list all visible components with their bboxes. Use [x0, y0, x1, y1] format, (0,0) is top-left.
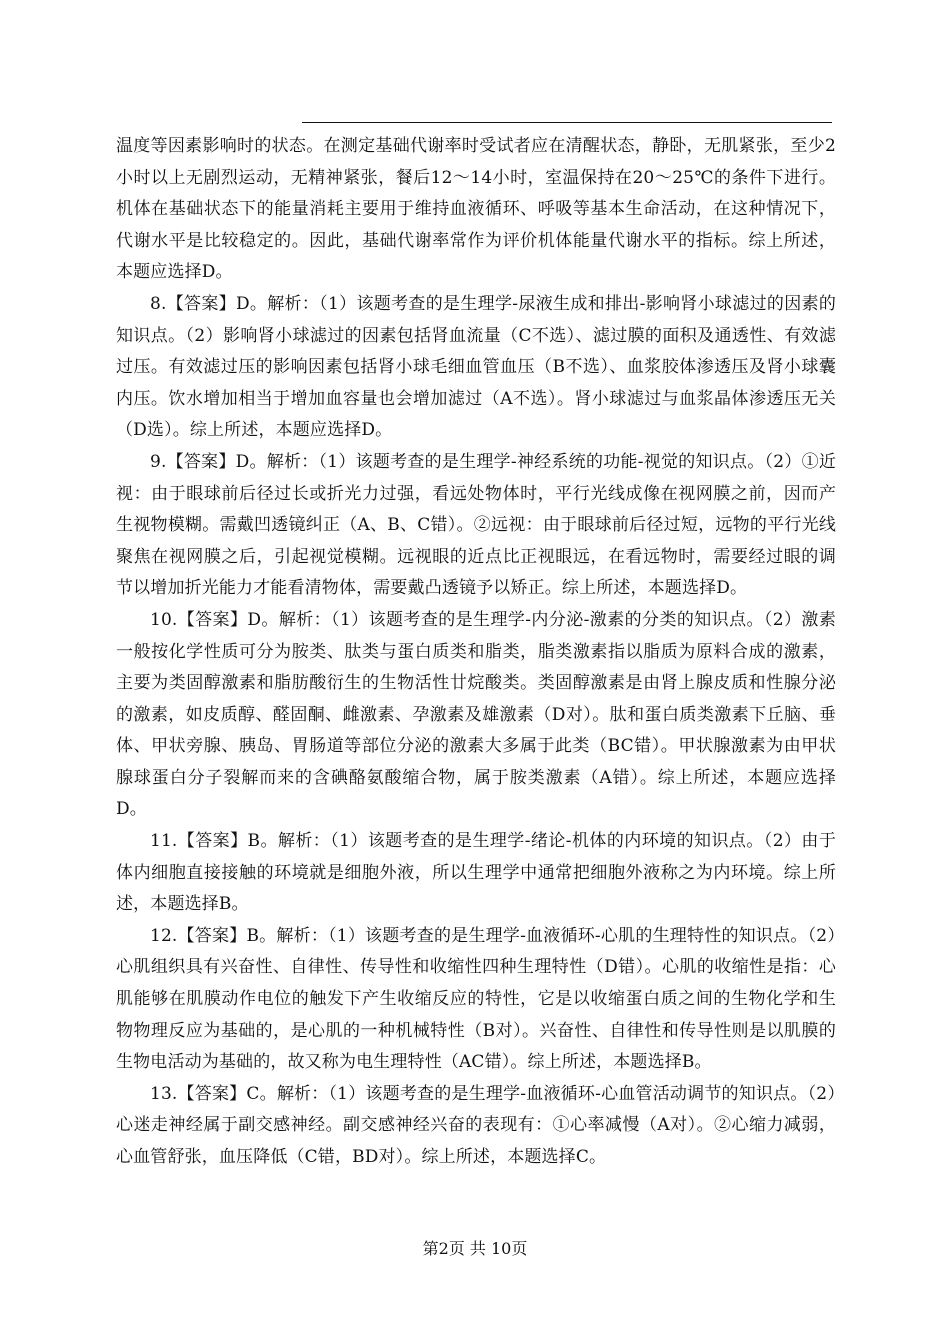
answer-11-paragraph: 11.【答案】B。解析：（1）该题考查的是生理学-绪论-机体的内环境的知识点。（2）由于体内细胞直接接触的环境就是细胞外液，所以生理学中通常把细胞外液称之为内环境。综上所述，本题选择B。	[116, 831, 836, 915]
answer-13-paragraph: 13.【答案】C。解析：（1）该题考查的是生理学-血液循环-心血管活动调节的知识点。（2）心迷走神经属于副交感神经。副交感神经兴奋的表现有：①心率减慢（A对）。②心缩力减弱，心血管舒张，血压降低（C错，BD对）。综上所述，本题选择C。	[116, 1083, 836, 1167]
answer-10-paragraph: 10.【答案】D。解析：（1）该题考查的是生理学-内分泌-激素的分类的知识点。（2）激素一般按化学性质可分为胺类、肽类与蛋白质类和脂类，脂类激素指以脂质为原料合成的激素，主要为类固醇激素和脂肪酸衍生的生物活性廿烷酸类。类固醇激素是由肾上腺皮质和性腺分泌的激素，如皮质醇、醛固酮、雌激素、孕激素及雄激素（D对）。肽和蛋白质类激素下丘脑、垂体、甲状旁腺、胰岛、胃肠道等部位分泌的激素大多属于此类（BC错）。甲状腺激素为由甲状腺球蛋白分子裂解而来的含碘酪氨酸缩合物，属于胺类激素（A错）。综上所述，本题应选择D。	[116, 609, 836, 820]
answer-12-paragraph: 12.【答案】B。解析：（1）该题考查的是生理学-血液循环-心肌的生理特性的知识点。（2）心肌组织具有兴奋性、自律性、传导性和收缩性四种生理特性（D错）。心肌的收缩性是指：心肌能够在肌膜动作电位的触发下产生收缩反应的特性，它是以收缩蛋白质之间的生物化学和生物物理反应为基础的，是心肌的一种机械特性（B对）。兴奋性、自律性和传导性则是以肌膜的生物电活动为基础的，故又称为电生理特性（AC错）。综上所述，本题选择B。	[116, 925, 836, 1073]
document-body	[116, 131, 836, 1174]
paragraph-continuation-basal-metabolism: 温度等因素影响时的状态。在测定基础代谢率时受试者应在清醒状态，静卧，无肌紧张，至少2小时以上无剧烈运动，无精神紧张，餐后12～14小时，室温保持在20～25℃的条件下进行。机体在基础状态下的能量消耗主要用于维持血液循环、呼吸等基本生命活动，在这种情况下，代谢水平是比较稳定的。因此，基础代谢率常作为评价机体能量代谢水平的指标。综上所述，本题应选择D。	[116, 136, 836, 283]
answer-9-paragraph: 9.【答案】D。解析：（1）该题考查的是生理学-神经系统的功能-视觉的知识点。（2）①近视：由于眼球前后径过长或折光力过强，看远处物体时，平行光线成像在视网膜之前，因而产生视物模糊。需戴凹透镜纠正（A、B、C错）。②远视：由于眼球前后径过短，远物的平行光线聚焦在视网膜之后，引起视觉模糊。远视眼的近点比正视眼远，在看远物时，需要经过眼的调节以增加折光能力才能看清物体，需要戴凸透镜予以矫正。综上所述，本题选择D。	[116, 451, 836, 599]
header-rule	[302, 122, 832, 123]
answer-8-paragraph: 8.【答案】D。解析：（1）该题考查的是生理学-尿液生成和排出-影响肾小球滤过的因素的知识点。（2）影响肾小球滤过的因素包括肾血流量（C不选）、滤过膜的面积及通透性、有效滤过压。有效滤过压的影响因素包括肾小球毛细血管血压（B不选）、血浆胶体渗透压及肾小球囊内压。饮水增加相当于增加血容量也会增加滤过（A不选）。肾小球滤过与血浆晶体渗透压无关（D选）。综上所述，本题应选择D。	[116, 293, 836, 441]
page-number-footer: 第2页 共 10页	[422, 1239, 528, 1258]
